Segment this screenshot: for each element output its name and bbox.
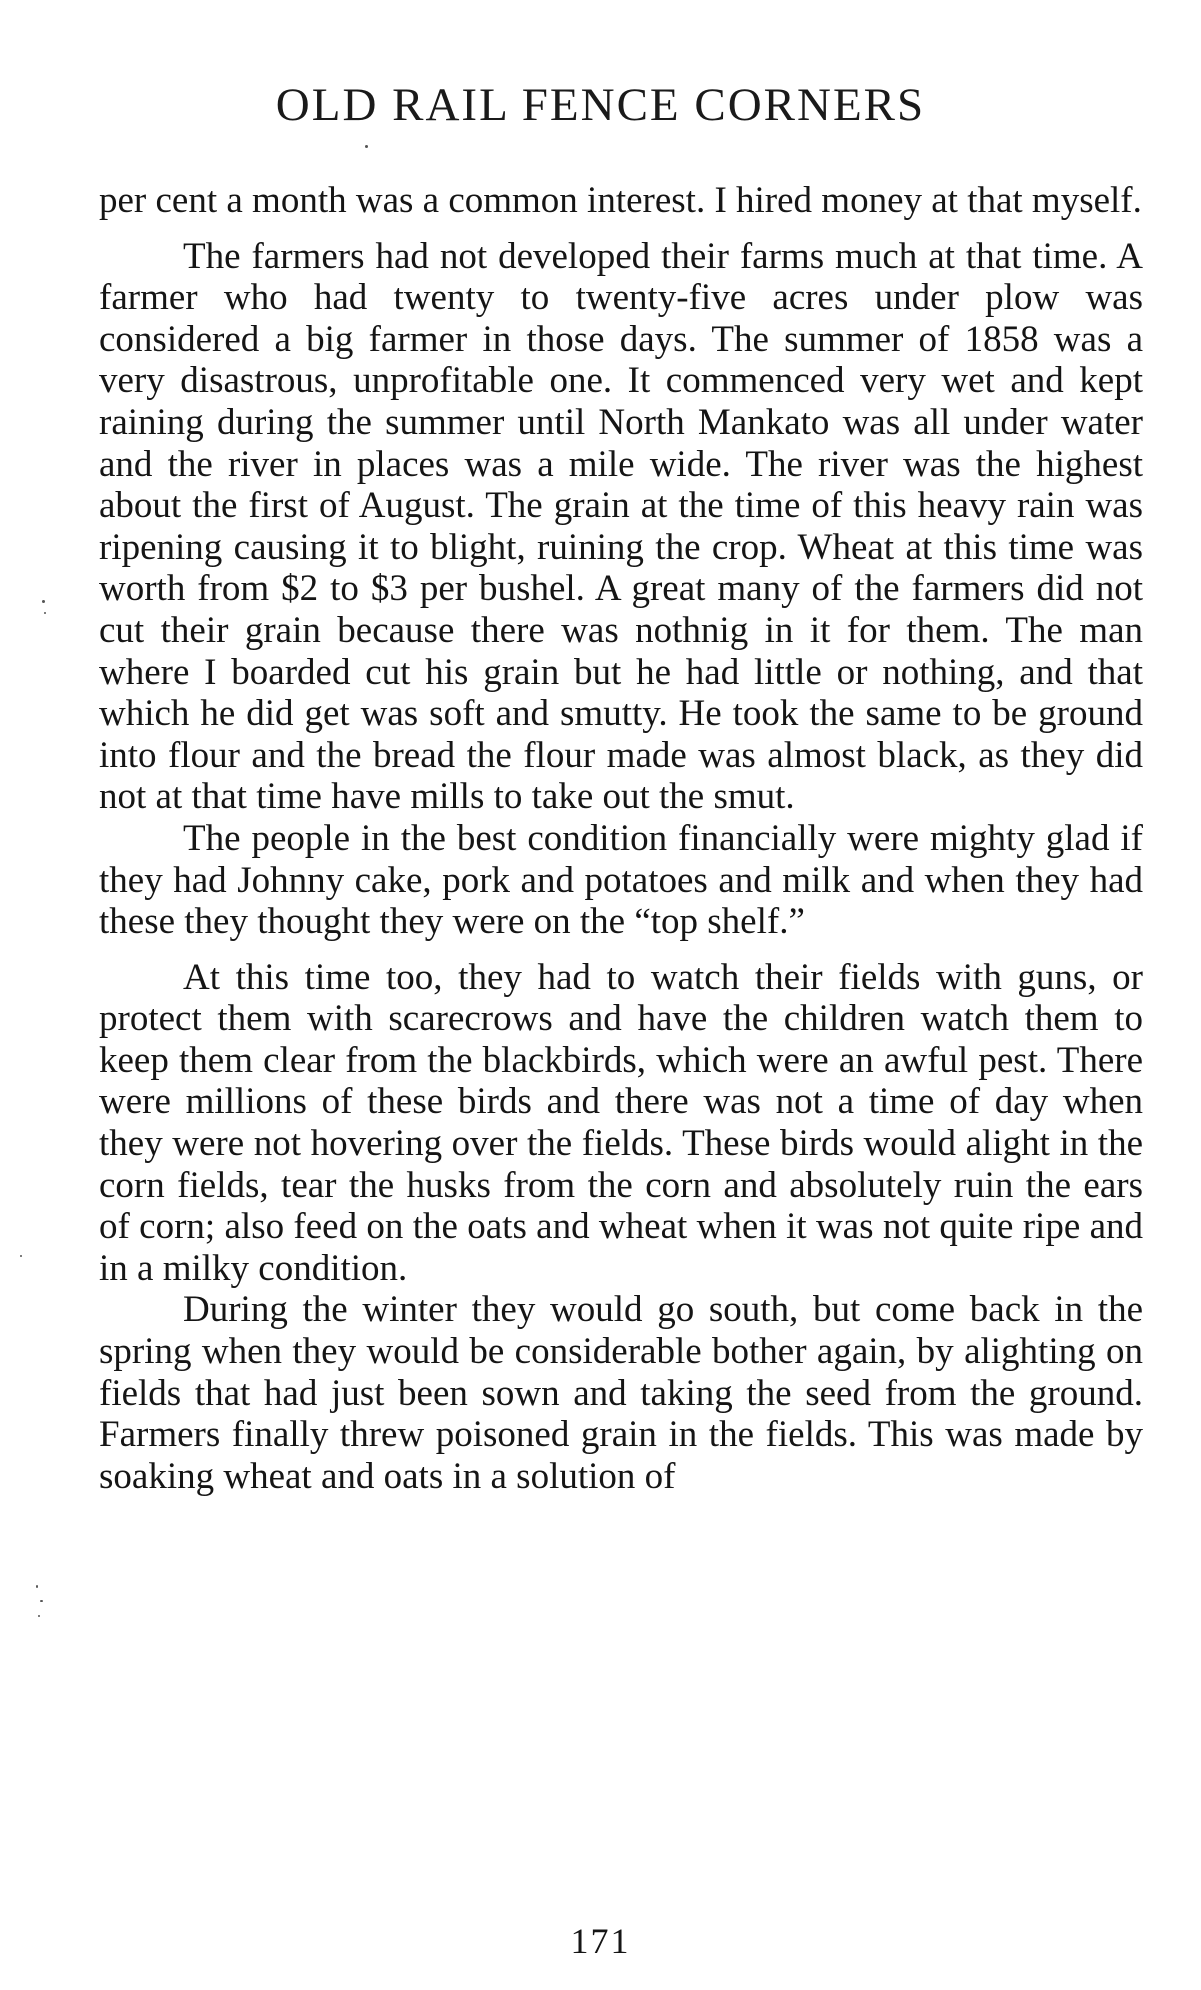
paragraph-winter: During the winter they would go south, but come back in the spring when they would be considerable bother again, by alighting on fields that had just been sown and taking the seed from the ground. Farmers finally threw poisoned grain in the fields. This was made by soaking wheat and oats in a solution of xyxy=(99,1289,1143,1497)
body-text xyxy=(99,180,1143,1497)
paragraph-people: The people in the best condition financially were mighty glad if they had Johnny cake, pork and potatoes and milk and when they had these they thought they were on the “top shelf.” xyxy=(99,817,1143,943)
scan-speck xyxy=(40,1600,43,1602)
scan-speck xyxy=(42,600,45,603)
page-number: 171 xyxy=(570,1921,631,1961)
paragraph-farmers: The farmers had not developed their farms much at that time. A farmer who had twenty to twenty-five acres under plow was considered a big farmer in those days. The summer of 1858 was a very disastrous, unprofitable one. It commenced very wet and kept raining during the summer until North Mankato was all under water and the river in places was a mile wide. The river was the highest about the first of August. The grain at the time of this heavy rain was ripening causing it to blight, ruining the crop. Wheat at this time was worth from $2 to $3 per bushel. A great many of the farmers did not cut their grain because there was nothnig in it for them. The man where I boarded cut his grain but he had little or nothing, and that which he did get was soft and smutty. He took the same to be ground into flour and the bread the flour made was almost black, as they did not at that time have mills to take out the smut. xyxy=(99,235,1143,818)
scan-speck xyxy=(365,145,368,148)
paragraph-continuation: per cent a month was a common interest. I hired money at that myself. xyxy=(99,180,1142,221)
scan-speck xyxy=(20,1255,22,1257)
scan-speck xyxy=(36,1585,38,1588)
running-head: OLD RAIL FENCE CORNERS xyxy=(275,79,926,131)
paragraph-blackbirds: At this time too, they had to watch their fields with guns, or protect them with scarecrows and have the children watch them to keep them clear from the blackbirds, which were an awful pest. There were millions of these birds and there was not a time of day when they were not hovering over the fields. These birds would alight in the corn fields, tear the husks from the corn and absolutely ruin the ears of corn; also feed on the oats and wheat when it was not quite ripe and in a milky condition. xyxy=(99,956,1143,1289)
scan-speck xyxy=(44,612,46,614)
scan-speck xyxy=(38,1615,40,1617)
